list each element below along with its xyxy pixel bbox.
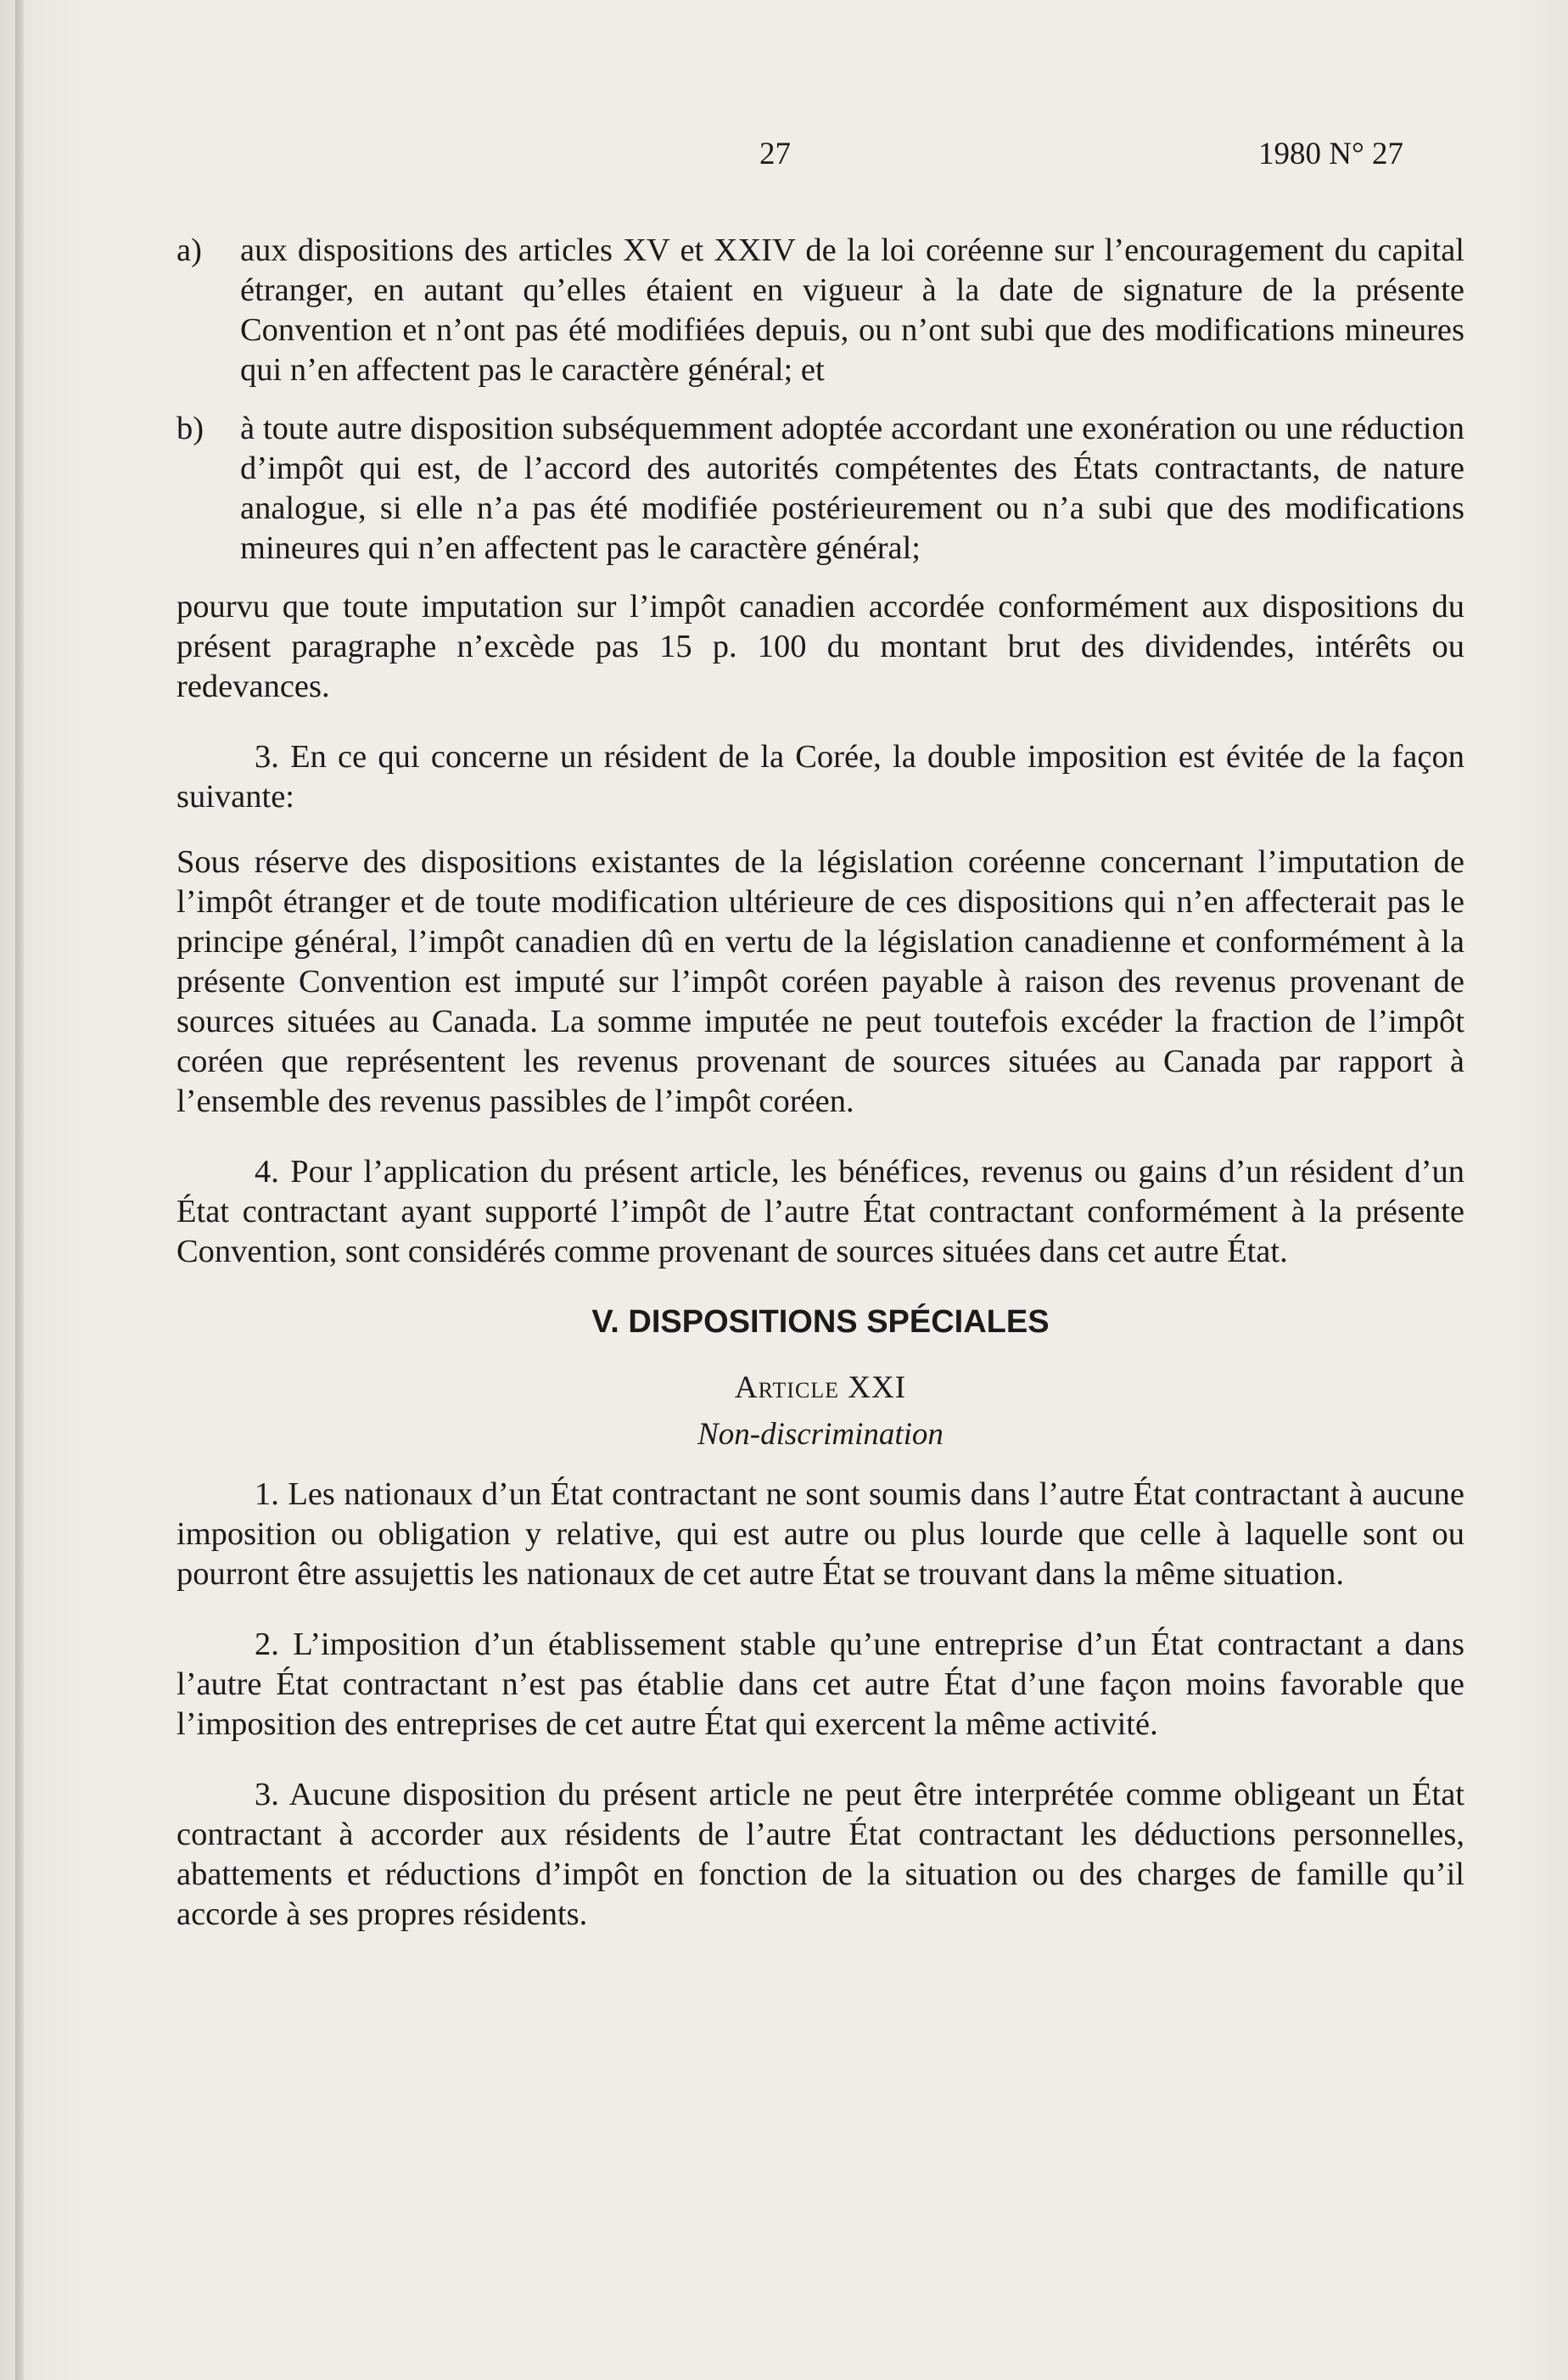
item-text: à toute autre disposition subséquemment adoptée accordant une exonération ou une réduction d’impôt qui est, de l’accord des autorités compétentes des États contractants, de nature analogue, si elle n’a pas été modifiée postérieurement ou n’a subi que des modifications mineures qui n’en affectent pas le caractère général;	[240, 411, 1464, 566]
article-paragraph-2: 2. L’imposition d’un établissement stable qu’une entreprise d’un État contractant a dans l’autre État contractant n’est pas établie dans cet autre État d’une façon moins favorable que l’imposition des entreprises de cet autre État qui exercent la même activité.	[176, 1627, 1464, 1742]
paragraph-3: 3. En ce qui concerne un résident de la Corée, la double imposition est évitée de la façon suivante:	[176, 739, 1464, 815]
proviso-paragraph: pourvu que toute imputation sur l’impôt canadien accordée conformément aux dispositions du présent paragraphe n’excède pas 15 p. 100 du montant brut des dividendes, intérêts ou redevances.	[176, 589, 1464, 704]
binding-edge	[15, 0, 24, 2380]
article-paragraph-3: 3. Aucune disposition du présent article ne peut être interprétée comme obligeant un État contractant à accorder aux résidents de l’autre État contractant les déductions personnelles, abattements et réductions d’impôt en fonction de la situation ou des charges de famille qu’il accorde à ses propres résidents.	[176, 1777, 1464, 1932]
article-subtitle: Non-discrimination	[697, 1417, 944, 1452]
page-number: 27	[759, 137, 791, 171]
list-item-a	[176, 231, 1464, 390]
list-item-b	[176, 409, 1464, 568]
section-title: V. DISPOSITIONS SPÉCIALES	[591, 1304, 1050, 1340]
article-title: Article XXI	[734, 1370, 907, 1405]
gazette-reference: 1980 N° 27	[1258, 137, 1404, 171]
paragraph-4: 4. Pour l’application du présent article, les bénéfices, revenus ou gains d’un résident d’un État contractant ayant supporté l’impôt de l’autre État contractant conformément à la présente Convention, sont considérés comme provenant de sources situées dans cet autre État.	[176, 1154, 1464, 1269]
paragraph-3-body: Sous réserve des dispositions existantes de la législation coréenne concernant l’imputation de l’impôt étranger et de toute modification ultérieure de ces dispositions qui n’en affecterait pas le principe général, l’impôt canadien dû en vertu de la législation canadienne et conformément à la présente Convention est imputé sur l’impôt coréen payable à raison des revenus provenant de sources situées au Canada. La somme imputée ne peut toutefois excéder la fraction de l’impôt coréen que représentent les revenus provenant de sources situées au Canada par rapport à l’ensemble des revenus passibles de l’impôt coréen.	[176, 844, 1464, 1119]
item-label: b)	[176, 411, 204, 446]
item-text: aux dispositions des articles XV et XXIV de la loi coréenne sur l’encouragement du capital étranger, en autant qu’elles étaient en vigueur à la date de signature de la présente Convention et n’ont pas été modifiées depuis, ou n’ont subi que des modifications mineures qui n’en affectent pas le caractère général; et	[240, 232, 1464, 388]
body-text	[176, 231, 1464, 1965]
item-label: a)	[176, 232, 202, 268]
article-paragraph-1: 1. Les nationaux d’un État contractant ne sont soumis dans l’autre État contractant à aucune imposition ou obligation y relative, qui est autre ou plus lourde que celle à laquelle sont ou pourront être assujettis les nationaux de cet autre État se trouvant dans la même situation.	[176, 1476, 1464, 1592]
